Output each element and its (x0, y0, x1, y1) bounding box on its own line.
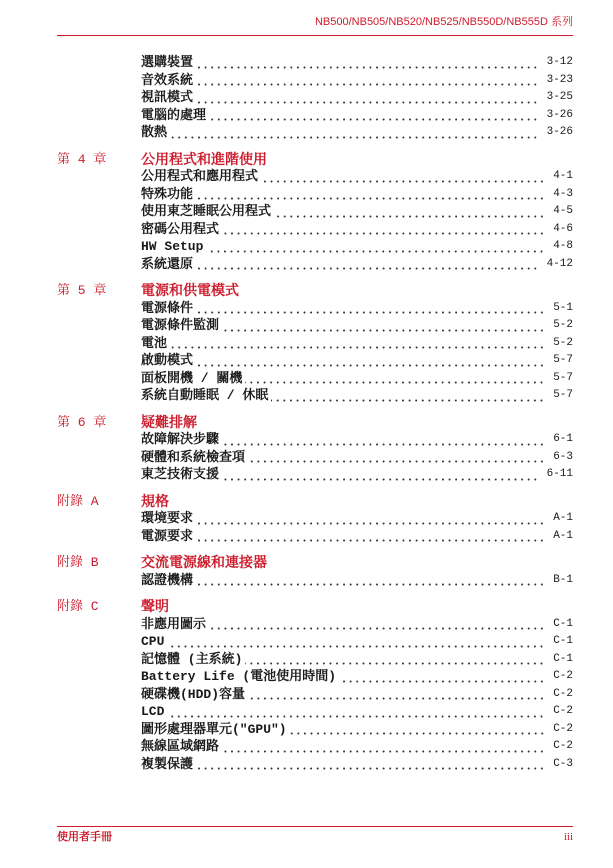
entry-title: 音效系統 (141, 72, 194, 88)
dot-leader (196, 352, 545, 370)
dot-leader (222, 466, 539, 484)
entry-page-number: 3-23 (546, 73, 573, 86)
section-title: 疑難排解 (141, 413, 197, 430)
entry-page-number: 4-8 (553, 240, 573, 252)
dot-leader (196, 572, 545, 590)
toc-entry[interactable] (141, 300, 573, 318)
section-title: 聲明 (141, 598, 169, 614)
footer-manual-title: 使用者手冊 (57, 831, 112, 843)
toc-entry[interactable] (141, 668, 573, 686)
entry-page-number: C-2 (553, 705, 573, 717)
entry-title: 密碼公用程式 (141, 221, 220, 237)
toc-section (57, 493, 573, 546)
toc-entry[interactable] (141, 703, 573, 721)
dot-leader (196, 300, 545, 318)
entry-title: 啟動模式 (141, 353, 194, 368)
toc-section (57, 151, 573, 274)
toc-entry[interactable] (141, 186, 573, 204)
dot-leader (206, 238, 545, 256)
entry-page-number: 6-3 (553, 450, 573, 463)
dot-leader (196, 528, 545, 546)
entry-page-number: 4-3 (553, 187, 573, 200)
toc-entry[interactable] (141, 221, 573, 239)
entry-page-number: 5-2 (553, 336, 573, 349)
toc-entry[interactable] (141, 651, 573, 669)
entry-title: 面板開機 / 關機 (141, 370, 243, 386)
dot-leader (209, 107, 539, 125)
toc-entry[interactable] (141, 72, 573, 90)
entry-title: 電腦的處理 (141, 107, 207, 123)
dot-leader (222, 221, 545, 239)
dot-leader (290, 721, 546, 739)
section-heading[interactable] (57, 282, 573, 300)
dot-leader (196, 186, 545, 204)
toc-entry[interactable] (141, 168, 573, 186)
dot-leader (209, 616, 545, 634)
toc-section (57, 54, 573, 142)
section-label: 附錄 B (57, 555, 99, 570)
section-title: 交流電源線和連接器 (141, 554, 267, 570)
entry-page-number: 4-12 (546, 257, 573, 270)
entry-page-number: 5-7 (553, 354, 573, 366)
dot-leader (222, 431, 545, 449)
dot-leader (222, 317, 545, 335)
entry-title: HW Setup (141, 239, 204, 254)
section-heading[interactable] (57, 151, 573, 169)
section-label: 第 6 章 (57, 414, 107, 430)
dot-leader (170, 124, 539, 142)
entry-title: 記憶體 (主系統) (141, 651, 243, 667)
toc-section (57, 598, 573, 773)
section-title: 電源和供電模式 (141, 282, 239, 298)
section-heading[interactable] (57, 598, 573, 616)
entry-title: 複製保護 (141, 756, 194, 772)
toc-entry[interactable] (141, 335, 573, 353)
toc-section (57, 554, 573, 589)
dot-leader (170, 335, 545, 353)
section-heading[interactable] (57, 493, 573, 511)
entry-page-number: C-2 (553, 670, 573, 682)
dot-leader (196, 72, 539, 90)
entry-title: 環境要求 (141, 511, 194, 526)
entry-page-number: 3-26 (546, 126, 573, 138)
toc-entry[interactable] (141, 256, 573, 274)
dot-leader (274, 203, 545, 221)
section-label: 第 5 章 (57, 283, 107, 298)
section-title: 規格 (141, 492, 169, 509)
dot-leader (196, 256, 539, 274)
entry-title: 認證機構 (141, 572, 194, 588)
entry-page-number: C-1 (553, 652, 573, 665)
entry-title: 特殊功能 (141, 186, 194, 202)
entry-title: 東芝技術支援 (141, 467, 220, 482)
entry-title: 系統還原 (141, 256, 194, 272)
toc-section (57, 282, 573, 405)
entry-title: 硬碟機(HDD)容量 (141, 686, 246, 702)
toc-entry[interactable] (141, 107, 573, 125)
dot-leader (196, 756, 545, 774)
entry-title: 散熱 (141, 125, 168, 140)
entry-page-number: C-1 (553, 617, 573, 630)
section-label: 附錄 C (57, 599, 99, 614)
toc-entry[interactable] (141, 686, 573, 704)
header-divider (57, 35, 573, 36)
entry-title: 故障解決步驟 (141, 432, 220, 447)
entry-page-number: 6-11 (546, 468, 573, 480)
section-heading[interactable] (57, 414, 573, 432)
entry-page-number: C-1 (553, 635, 573, 647)
entry-page-number: C-2 (553, 740, 573, 752)
entry-page-number: 3-26 (546, 108, 573, 121)
entry-page-number: 5-2 (553, 319, 573, 331)
toc-entry[interactable] (141, 466, 573, 484)
dot-leader (196, 510, 545, 528)
entry-page-number: 5-1 (553, 301, 573, 314)
toc-entry[interactable] (141, 387, 573, 405)
toc-entry[interactable] (141, 89, 573, 107)
toc-entry[interactable] (141, 633, 573, 651)
entry-page-number: A-1 (553, 512, 573, 524)
toc-entry[interactable] (141, 317, 573, 335)
toc-entry[interactable] (141, 616, 573, 634)
toc-section (57, 414, 573, 484)
entry-page-number: 4-5 (553, 205, 573, 217)
entry-title: 電源條件 (141, 300, 194, 316)
dot-leader (196, 89, 539, 107)
running-header-title: NB500/NB505/NB520/NB525/NB550D/NB555D 系列 (314, 16, 573, 28)
entry-page-number: C-2 (553, 687, 573, 700)
entry-page-number: 4-6 (553, 222, 573, 235)
toc-entry[interactable] (141, 721, 573, 739)
entry-page-number: 5-7 (553, 371, 573, 384)
toc-entry[interactable] (141, 572, 573, 590)
entry-page-number: A-1 (553, 529, 573, 542)
dot-leader (271, 387, 545, 405)
toc-entry[interactable] (141, 352, 573, 370)
dot-leader (248, 686, 545, 704)
entry-title: 電池 (141, 335, 168, 351)
toc-entry[interactable] (141, 528, 573, 546)
section-label: 附錄 A (57, 493, 99, 509)
entry-title: 視訊模式 (141, 90, 194, 105)
entry-title: 圖形處理器單元("GPU") (141, 721, 287, 737)
toc-entry[interactable] (141, 738, 573, 756)
entry-page-number: 4-1 (553, 170, 573, 182)
toc-entry[interactable] (141, 124, 573, 142)
dot-leader (167, 633, 545, 651)
section-heading[interactable] (57, 554, 573, 572)
toc-entry[interactable] (141, 756, 573, 774)
dot-leader (261, 168, 545, 186)
entry-title: Battery Life (電池使用時間) (141, 669, 337, 684)
dot-leader (245, 370, 545, 388)
entry-title: 無線區域網路 (141, 739, 220, 754)
toc-entry[interactable] (141, 449, 573, 467)
entry-title: 電源要求 (141, 528, 194, 544)
entry-title: 使用東芝睡眠公用程式 (141, 204, 272, 219)
toc-entry[interactable] (141, 238, 573, 256)
toc-entry[interactable] (141, 54, 573, 72)
entry-page-number: 3-12 (546, 56, 573, 68)
table-of-contents (57, 54, 573, 782)
entry-page-number: 3-25 (546, 91, 573, 103)
entry-title: 選購裝置 (141, 55, 194, 70)
entry-title: 硬體和系統檢查項 (141, 449, 246, 465)
toc-entry[interactable] (141, 370, 573, 388)
dot-leader (245, 651, 545, 669)
entry-page-number: C-3 (553, 757, 573, 770)
toc-entry[interactable] (141, 431, 573, 449)
entry-title: 公用程式和應用程式 (141, 169, 259, 184)
footer-divider (57, 826, 573, 827)
entry-title: CPU (141, 634, 165, 649)
entry-title: 電源條件監測 (141, 318, 220, 333)
entry-page-number: 6-1 (553, 433, 573, 445)
toc-entry[interactable] (141, 510, 573, 528)
dot-leader (339, 668, 545, 686)
section-label: 第 4 章 (57, 151, 107, 167)
entry-title: LCD (141, 704, 165, 719)
dot-leader (167, 703, 545, 721)
entry-title: 系統自動睡眠 / 休眠 (141, 388, 269, 403)
dot-leader (196, 54, 539, 72)
toc-entry[interactable] (141, 203, 573, 221)
dot-leader (248, 449, 545, 467)
section-title: 公用程式和進階使用 (141, 150, 267, 167)
entry-page-number: B-1 (553, 573, 573, 586)
entry-page-number: 5-7 (553, 389, 573, 401)
entry-page-number: C-2 (553, 722, 573, 735)
entry-title: 非應用圖示 (141, 616, 207, 632)
dot-leader (222, 738, 545, 756)
footer-page-number: iii (563, 831, 573, 843)
